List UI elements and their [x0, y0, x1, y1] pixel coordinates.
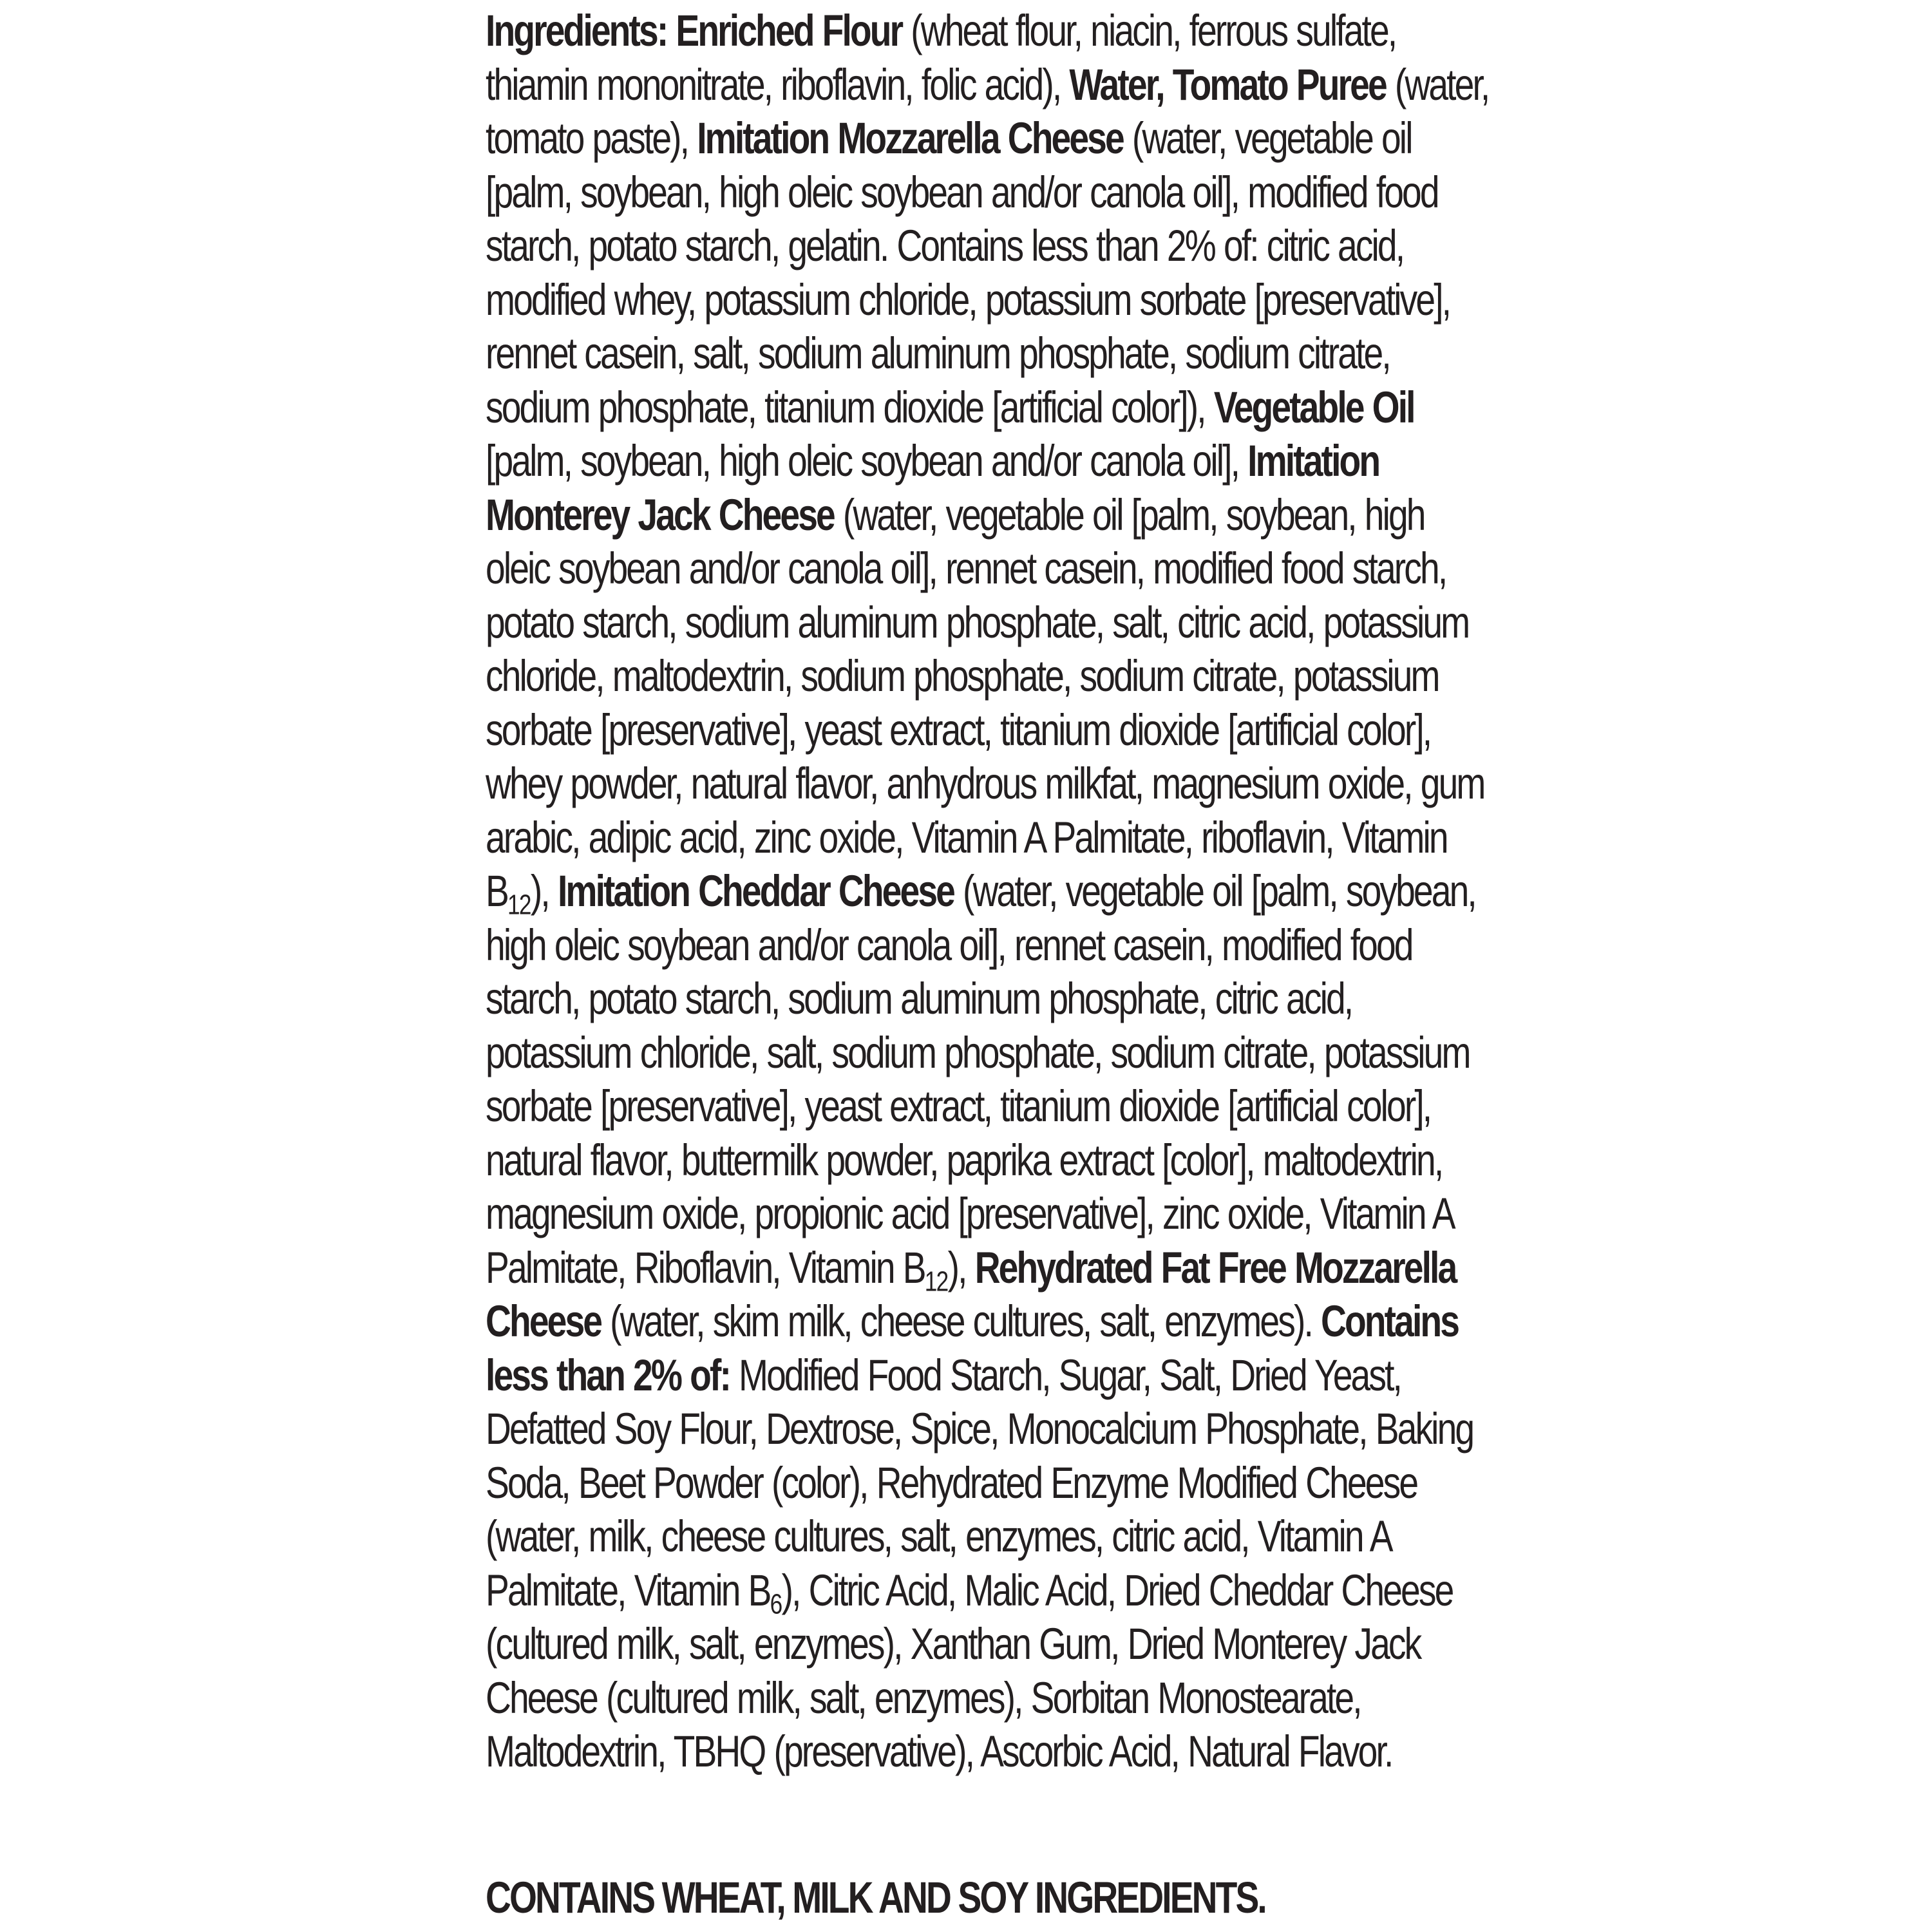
ingredient-enriched-flour-detail: (wheat flour, niacin, ferrous sulfate, thiamin mononitrate, riboflavin, folic acid), [486, 6, 1396, 109]
ingredient-tomato-puree: Tomato Puree [1172, 59, 1386, 109]
ingredient-imitation-cheddar: Imitation Cheddar Cheese [557, 866, 954, 916]
ingredient-imitation-cheddar-detail: (water, vegetable oil [palm, soybean, high oleic soybean and/or canola oil], rennet casein, modified food starch, potato starch, sodium aluminum phosphate, citric acid, potassium chloride, salt, sodium phosphate, sodium citrate, potassium sorbate [preservative], yeast extract, titanium dioxide [artificial color], natural flavor, buttermilk powder, paprika extract [color], maltodextrin, magnesium oxide, propionic acid [preservative], zinc oxide, Vitamin A Palmitate, Riboflavin, Vitamin B [486, 866, 1475, 1293]
ingredient-imitation-monterey-jack: Imitation Monterey Jack Cheese [486, 436, 1379, 540]
ingredient-rehydrated-mozzarella-detail: (water, skim milk, cheese cultures, salt, enzymes). [610, 1296, 1312, 1346]
ingredient-vegetable-oil: Vegetable Oil [1213, 382, 1414, 432]
allergen-statement: CONTAINS WHEAT, MILK AND SOY INGREDIENTS. [486, 1873, 1265, 1922]
contains-less-than-heading: Contains less than 2% of: [486, 1296, 1459, 1400]
ingredient-imitation-monterey-jack-detail: (water, vegetable oil [palm, soybean, high oleic soybean and/or canola oil], rennet casein, modified food starch, potato starch, sodium aluminum phosphate, salt, citric acid, potassium chloride, maltodextrin, sodium phosphate, sodium citrate, potassium sorbate [preservative], yeast extract, titanium dioxide [artificial color], whey powder, natural flavor, anhydrous milkfat, magnesium oxide, gum arabic, adipic acid, zinc oxide, Vitamin A Palmitate, riboflavin, Vitamin B [486, 489, 1484, 916]
ingredient-vegetable-oil-detail: [palm, soybean, high oleic soybean and/or canola oil], [486, 436, 1239, 486]
ingredient-imitation-mozzarella: Imitation Mozzarella Cheese [697, 113, 1123, 163]
contains-less-than-detail-continued: ), Citric Acid, Malic Acid, Dried Cheddar Cheese (cultured milk, salt, enzymes), Xanthan Gum, Dried Monterey Jack Cheese (cultured milk, salt, enzymes), Sorbitan Monostearate, Maltodextrin, TBHQ (preservative), Ascorbic Acid, Natural Flavor. [486, 1565, 1453, 1776]
vitamin-b6-subscript: 6 [770, 1587, 782, 1620]
ingredient-water: Water, [1069, 59, 1164, 109]
vitamin-b12-subscript: 12 [924, 1265, 948, 1297]
ingredient-tomato-puree-detail: (water, tomato paste), [486, 59, 1489, 163]
ingredients-heading: Ingredients: [486, 6, 667, 55]
ingredient-enriched-flour: Enriched Flour [676, 6, 902, 55]
ingredient-imitation-mozzarella-detail: (water, vegetable oil [palm, soybean, high oleic soybean and/or canola oil], modified food starch, potato starch, gelatin. Contains less than 2% of: citric acid, modified whey, potassium chloride, potassium sorbate [preservative], rennet casein, salt, sodium aluminum phosphate, sodium citrate, sodium phosphate, titanium dioxide [artificial color]), [486, 113, 1450, 432]
ingredient-label-panel [486, 0, 1490, 1922]
contains-less-than-detail: Modified Food Starch, Sugar, Salt, Dried Yeast, Defatted Soy Flour, Dextrose, Spice, Monocalcium Phosphate, Baking Soda, Beet Powder (color), Rehydrated Enzyme Modified Cheese (water, milk, cheese cultures, salt, enzymes, citric acid, Vitamin A Palmitate, Vitamin B [486, 1350, 1473, 1615]
closing-parenthesis: ), [530, 866, 549, 916]
closing-parenthesis: ), [947, 1242, 966, 1293]
ingredient-rehydrated-mozzarella: Rehydrated Fat Free Mozzarella Cheese [486, 1242, 1456, 1346]
vitamin-b12-subscript: 12 [507, 889, 531, 921]
ingredients-paragraph [486, 0, 1490, 1779]
